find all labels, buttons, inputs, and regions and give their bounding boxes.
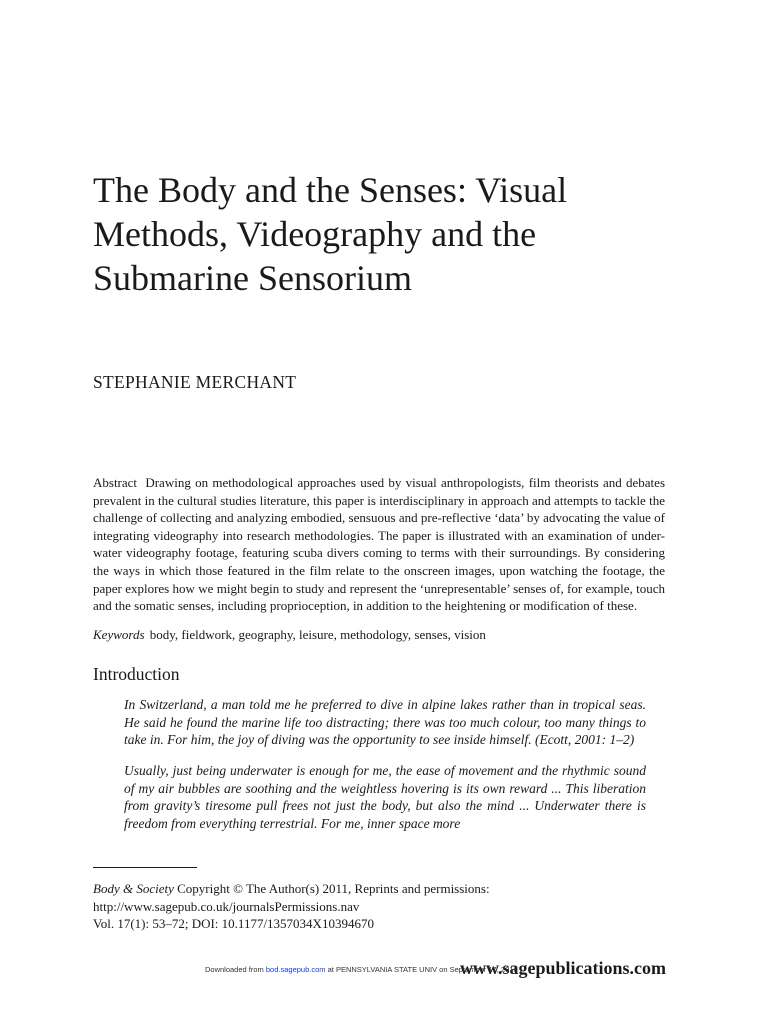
volume-doi: Vol. 17(1): 53–72; DOI: 10.1177/1357034X10394670 <box>93 916 374 932</box>
abstract-label: Abstract <box>93 475 138 490</box>
download-suffix: at PENNSYLVANIA STATE UNIV on September 17, 2016 <box>325 965 518 974</box>
keywords-text: body, fieldwork, geography, leisure, methodology, senses, vision <box>149 627 486 642</box>
copyright-text: Copyright © The Author(s) 2011, Reprints and permissions: <box>173 881 490 896</box>
footnote <box>93 880 653 933</box>
download-prefix: Downloaded from <box>205 965 266 974</box>
section-heading-introduction: Introduction <box>93 664 180 684</box>
abstract <box>93 474 665 615</box>
keywords-label: Keywords <box>93 627 145 642</box>
abstract-text: Drawing on methodological approaches used by visual anthropologists, film theorists and debates prevalent in the cultural studies literature, this paper is interdisciplinary in approach and attempts to tackle the challenge of collecting and analyzing embodied, sensuous and pre-reflective ‘data’ by advocating the value of integrating videography into research methodologies. The paper is illustrated with an examination of under-water videography footage, featuring scuba divers coming to terms with their surroundings. By considering the ways in which those featured in the film relate to the onscreen images, upon watching the footage, the paper explores how we might begin to study and represent the ‘unrepresentable’ senses of, for example, touch and the somatic senses, including proprioception, in addition to the heightening or modification of these. <box>93 475 665 614</box>
footnote-rule <box>93 867 197 868</box>
download-link[interactable]: bod.sagepub.com <box>265 965 326 974</box>
download-notice <box>205 965 518 974</box>
paper-title: The Body and the Senses: Visual Methods, Videography and the Submarine Sensorium <box>93 170 568 298</box>
permissions-url[interactable]: http://www.sagepub.co.uk/journalsPermissions.nav <box>93 898 360 914</box>
journal-name: Body & Society <box>93 881 174 896</box>
publisher-url[interactable]: www.sagepublications.com <box>460 958 667 978</box>
footnote-copyright-line <box>93 880 653 898</box>
author-name: STEPHANIE MERCHANT <box>93 372 297 392</box>
block-quote-1: In Switzerland, a man told me he preferred to dive in alpine lakes rather than in tropical seas. He said he found the marine life too distracting; there was too much colour, too many things to take in. For him, the joy of diving was the opportunity to see inside himself. (Ecott, 2001: 1–2) <box>124 697 646 748</box>
block-quote-2: Usually, just being underwater is enough for me, the ease of movement and the rhythmic sound of my air bubbles are soothing and the weightless hovering is its own reward ... This liberation from gravity’s tiresome pull frees not just the body, but also the mind ... Underwater there is freedom from everything terrestrial. For me, inner space more <box>124 763 646 831</box>
keywords <box>93 626 665 644</box>
